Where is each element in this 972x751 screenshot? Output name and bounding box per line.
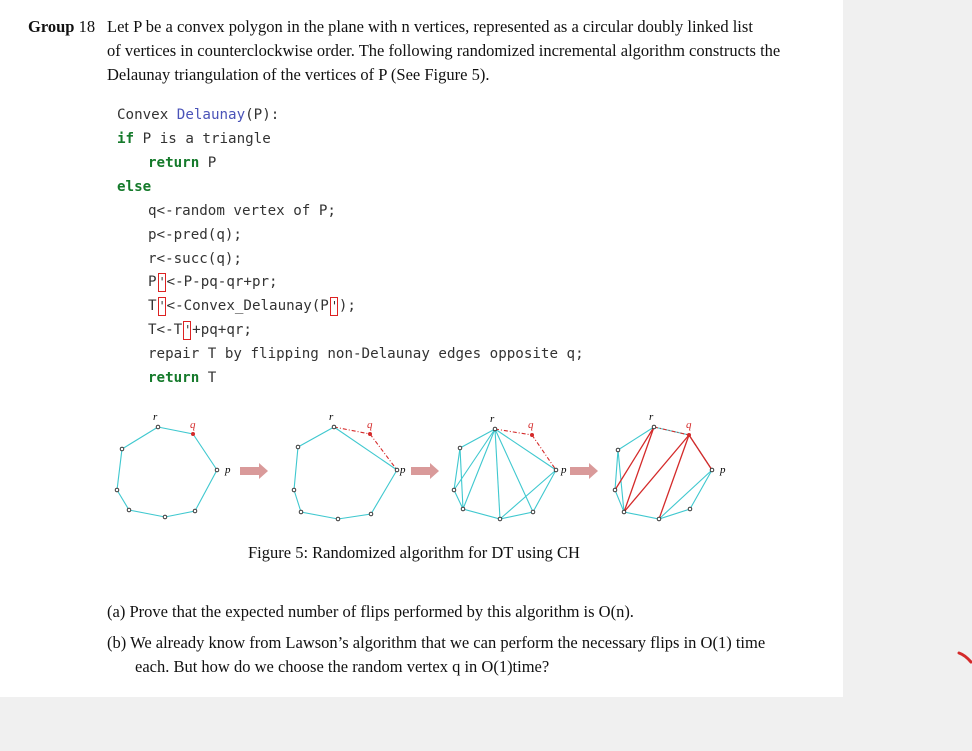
code-text: T<-T [148,322,183,338]
arrow-right-icon [411,463,439,479]
code-text: (P): [245,107,280,123]
panel-2-polygon [292,411,406,521]
arrow-right-icon [240,463,268,479]
figure-caption: Figure 5: Randomized algorithm for DT using CH [248,543,580,562]
code-line-4 [117,176,151,198]
code-line-8 [148,271,278,293]
label-q: q [190,419,196,431]
panel-3-polygon [452,413,567,521]
label-r: r [153,411,158,423]
label-q: q [367,419,373,431]
label-r: r [649,411,654,423]
prime-mark-box: ' [330,297,338,316]
problem-statement [107,15,817,87]
group-number: 18 [78,17,96,36]
group-header [28,15,95,39]
question-b-line-1: (b) We already know from Lawson’s algorithm that we can perform the necessary flips in O(1) time [107,633,766,652]
code-text: Convex [117,107,177,123]
arrow-right-icon [570,463,598,479]
panel-4-polygon [613,411,726,521]
intro-line-1: Let P be a convex polygon in the plane with n vertices, represented as a circular doubly linked list [107,17,753,36]
code-line-9 [148,295,356,317]
code-line-12 [148,367,216,389]
code-text: <-P-pq-qr+pr; [166,274,278,290]
label-p: p [720,464,726,476]
code-line-2 [117,128,271,150]
label-r: r [329,411,334,423]
code-keyword: return [148,155,200,171]
label-p: p [561,464,567,476]
code-line-3 [148,152,216,174]
code-keyword: return [148,370,200,386]
code-line-6: p<-pred(q); [148,227,242,243]
code-text: P is a triangle [134,131,271,147]
label-q: q [686,419,692,431]
intro-line-2: of vertices in counterclockwise order. The following randomized incremental algorithm constructs the [107,41,781,60]
intro-line-3: Delaunay triangulation of the vertices of P (See Figure 5). [107,65,490,84]
code-line-11: repair T by flipping non-Delaunay edges opposite q; [148,346,584,362]
prime-mark-box: ' [158,273,166,292]
red-pen-mark-icon [957,650,972,664]
code-keyword: if [117,131,135,147]
code-line-10 [148,319,252,341]
code-function-name: Delaunay [176,107,246,123]
prime-mark-box: ' [183,321,191,340]
code-text: T [199,370,217,386]
code-text: P [199,155,217,171]
code-text: ); [338,298,356,314]
question-b-line-2: each. But how do we choose the random vertex q in O(1)time? [135,657,550,676]
label-q: q [528,419,534,431]
figure-5-diagram [100,402,750,532]
code-text: T [148,298,157,314]
label-r: r [490,413,495,425]
question-a: (a) Prove that the expected number of flips performed by this algorithm is O(n). [107,602,634,621]
code-keyword: else [117,179,152,195]
code-line-1 [117,104,279,126]
code-text: +pq+qr; [192,322,252,338]
code-text: <-Convex_Delaunay(P [166,298,329,314]
prime-mark-box: ' [158,297,166,316]
code-text: P [148,274,157,290]
label-p: p [225,464,231,476]
code-line-5: q<-random vertex of P; [148,203,336,219]
label-p: p [400,464,406,476]
panel-1-polygon [115,411,231,519]
group-label: Group [28,17,75,36]
code-line-7: r<-succ(q); [148,251,242,267]
